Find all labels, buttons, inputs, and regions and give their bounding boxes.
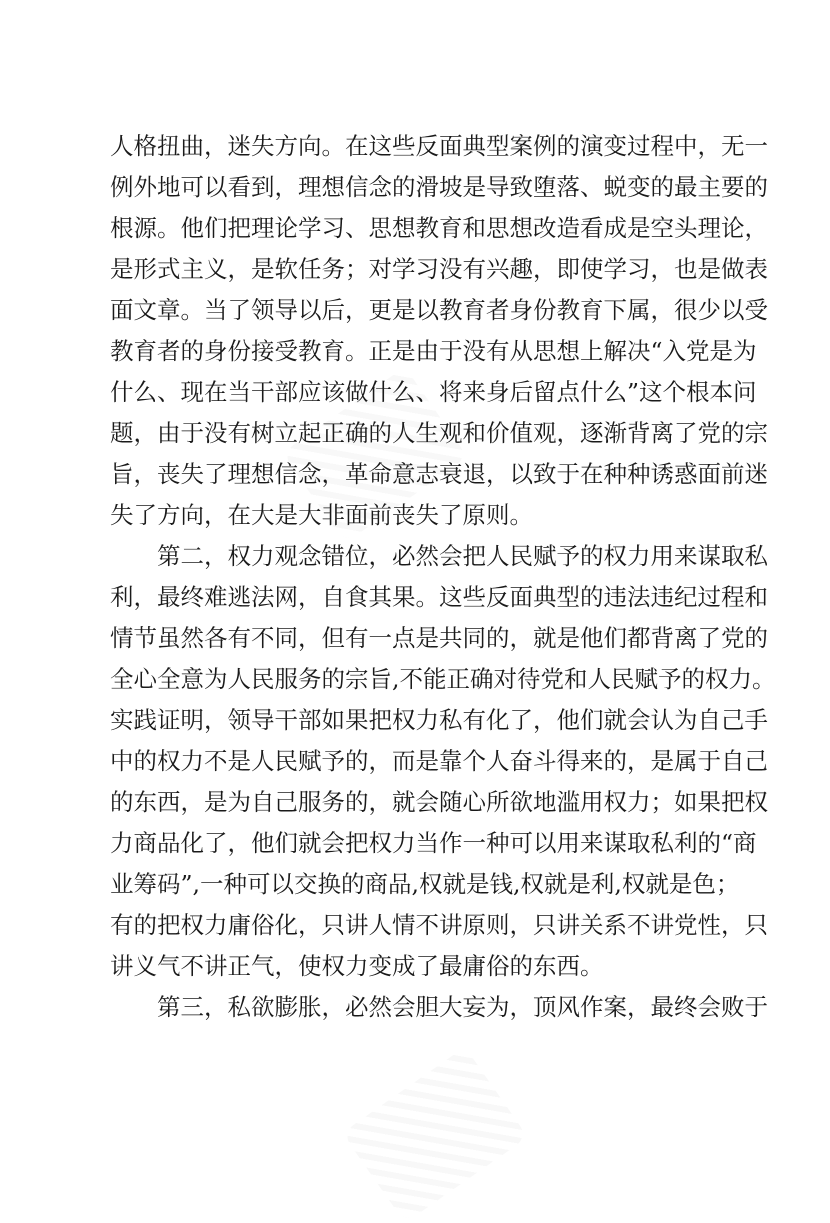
text-line: 业筹码”,一种可以交换的商品,权就是钱,权就是利,权就是色； [110,870,740,898]
text-line: 题，由于没有树立起正确的人生观和价值观，逐渐背离了党的宗 [110,419,768,447]
text-line: 第二，权力观念错位，必然会把人民赋予的权力用来谋取私 [157,542,768,570]
text-line: 力商品化了，他们就会把权力当作一种可以用来谋取私利的“商 [110,829,757,857]
watermark-mark [342,1047,528,1223]
text-line: 旨，丧失了理想信念，革命意志衰退，以致于在种种诱惑面前迷 [110,460,768,488]
paragraph [110,126,768,536]
text-line: 失了方向，在大是大非面前丧失了原则。 [110,501,533,529]
text-line: 人格扭曲，迷失方向。在这些反面典型案例的演变过程中，无一 [110,132,768,160]
text-line: 利，最终难逃法网，自食其果。这些反面典型的违法违纪过程和 [110,583,768,611]
text-line: 实践证明，领导干部如果把权力私有化了，他们就会认为自己手 [110,706,768,734]
text-line: 是形式主义，是软任务；对学习没有兴趣，即使学习，也是做表 [110,255,768,283]
text-line: 第三，私欲膨胀，必然会胆大妄为，顶风作案，最终会败于 [157,993,768,1021]
document-body [110,126,776,1028]
text-line: 的东西，是为自己服务的，就会随心所欲地滥用权力；如果把权 [110,788,768,816]
text-line: 根源。他们把理论学习、思想教育和思想改造看成是空头理论， [110,214,768,242]
text-line: 什么、现在当干部应该做什么、将来身后留点什么”这个根本问 [110,378,757,406]
text-line: 面文章。当了领导以后，更是以教育者身份教育下属，很少以受 [110,296,768,324]
text-line: 有的把权力庸俗化，只讲人情不讲原则，只讲关系不讲党性，只 [110,911,768,939]
paragraph [110,536,776,987]
text-line: 例外地可以看到，理想信念的滑坡是导致堕落、蜕变的最主要的 [110,173,768,201]
text-line: 讲义气不讲正气，使权力变成了最庸俗的东西。 [110,952,604,980]
text-line: 全心全意为人民服务的宗旨,不能正确对待党和人民赋予的权力。 [110,665,776,693]
paragraph [110,987,768,1028]
text-line: 教育者的身份接受教育。正是由于没有从思想上解决“入党是为 [110,337,757,365]
text-line: 中的权力不是人民赋予的，而是靠个人奋斗得来的，是属于自己 [110,747,768,775]
text-line: 情节虽然各有不同，但有一点是共同的，就是他们都背离了党的 [110,624,768,652]
